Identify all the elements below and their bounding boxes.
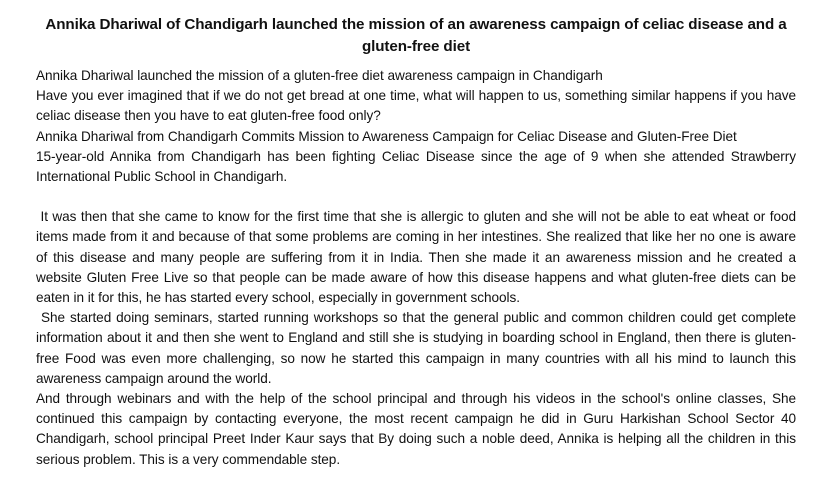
paragraph-age: 15-year-old Annika from Chandigarh has been fighting Celiac Disease since the age of 9 when she attended Strawberry International Public School in Chandigarh. xyxy=(36,148,796,185)
paragraph-question: Have you ever imagined that if we do not get bread at one time, what will happen to us, something similar happens if you have celiac disease then you have to eat gluten-free food only? xyxy=(36,88,796,124)
paragraph-mission: Annika Dhariwal from Chandigarh Commits Mission to Awareness Campaign for Celiac Disease and Gluten-Free Diet xyxy=(36,128,737,144)
article-body xyxy=(36,66,800,470)
paragraph-webinars: And through webinars and with the help of the school principal and through his videos in the school's online classes, She continued this campaign by contacting everyone, the most recent campaign he did in Guru Harkishan School Sector 40 Chandigarh, school principal Preet Inder Kaur says that By doing such a noble deed, Annika is helping all the children in this serious problem. This is a very commendable step. xyxy=(36,391,796,467)
paragraph-intro: Annika Dhariwal launched the mission of a gluten-free diet awareness campaign in Chandigarh xyxy=(36,68,603,83)
article-title: Annika Dhariwal of Chandigarh launched the mission of an awareness campaign of celiac disease and a gluten-free diet xyxy=(45,16,787,55)
paragraph-seminars: She started doing seminars, started running workshops so that the general public and common children could get complete information about it and then she went to England and still she is studying in boarding school in England, then there is gluten-free Food was even more challenging, so now he started this campaign in many countries with all his mind to launch this awareness campaign around the world. xyxy=(36,310,800,386)
paragraph-discovery: It was then that she came to know for the first time that she is allergic to gluten and she will not be able to eat wheat or food items made from it and because of that some problems are coming in her intestines. She realized that like her no one is aware of this disease and many people are suffering from it in India. Then she made it an awareness mission and he created a website Gluten Free Live so that people can be made aware of how this disease happens and what gluten-free diets can be eaten in it for this, he has started every school, especially in government schools. xyxy=(36,209,800,306)
paragraph-gap xyxy=(36,187,796,207)
